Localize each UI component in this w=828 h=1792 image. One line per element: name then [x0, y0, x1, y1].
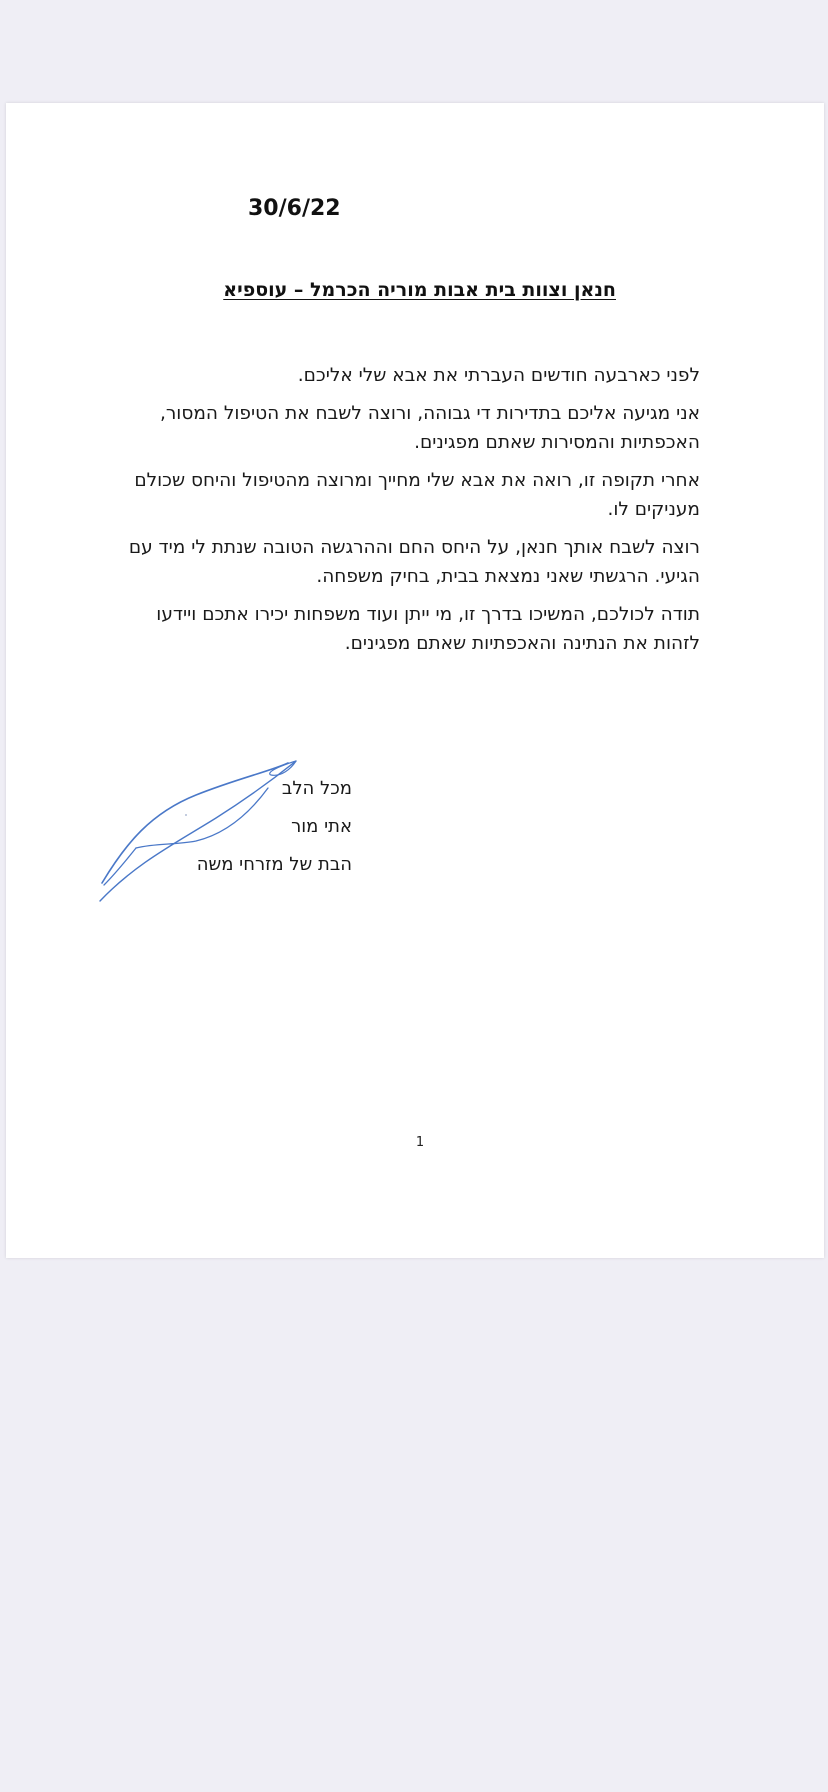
paragraph-5: תודה לכולכם, המשיכו בדרך זו, מי ייתן ועוד משפחות יכירו אתכם ויידעו לזהות את הנתינה והאכפתיות שאתם מפגינים.: [156, 604, 700, 654]
closing-line: מכל הלב: [281, 778, 352, 799]
page-number: 1: [415, 1135, 425, 1150]
letter-heading-text: חנאן וצוות בית אבות מוריה הכרמל – עוספיא: [223, 279, 616, 301]
signer-relation: הבת של מזרחי משה: [196, 854, 352, 875]
letter-date: 30/6/22: [248, 196, 341, 221]
letter-body: [120, 361, 700, 667]
paragraph-2: אני מגיעה אליכם בתדירות די גבוהה, ורוצה לשבח את הטיפול המסור, האכפתיות והמסירות שאתם מפגינים.: [159, 403, 700, 453]
paragraph-4: רוצה לשבח אותך חנאן, על היחס החם וההרגשה הטובה שנתת לי מיד עם הגיעי. הרגשתי שאני נמצאת בבית, בחיק משפחה.: [128, 537, 700, 587]
paragraph-3: אחרי תקופה זו, רואה את אבא שלי מחייך ומרוצה מהטיפול והיחס שכולם מעניקים לו.: [134, 470, 700, 520]
signer-name: אתי מור: [291, 816, 352, 837]
document-page: [6, 103, 824, 1258]
letter-heading: [56, 279, 616, 301]
letter-closing: [52, 770, 352, 884]
paragraph-1: לפני כארבעה חודשים העברתי את אבא שלי אליכם.: [297, 365, 700, 386]
